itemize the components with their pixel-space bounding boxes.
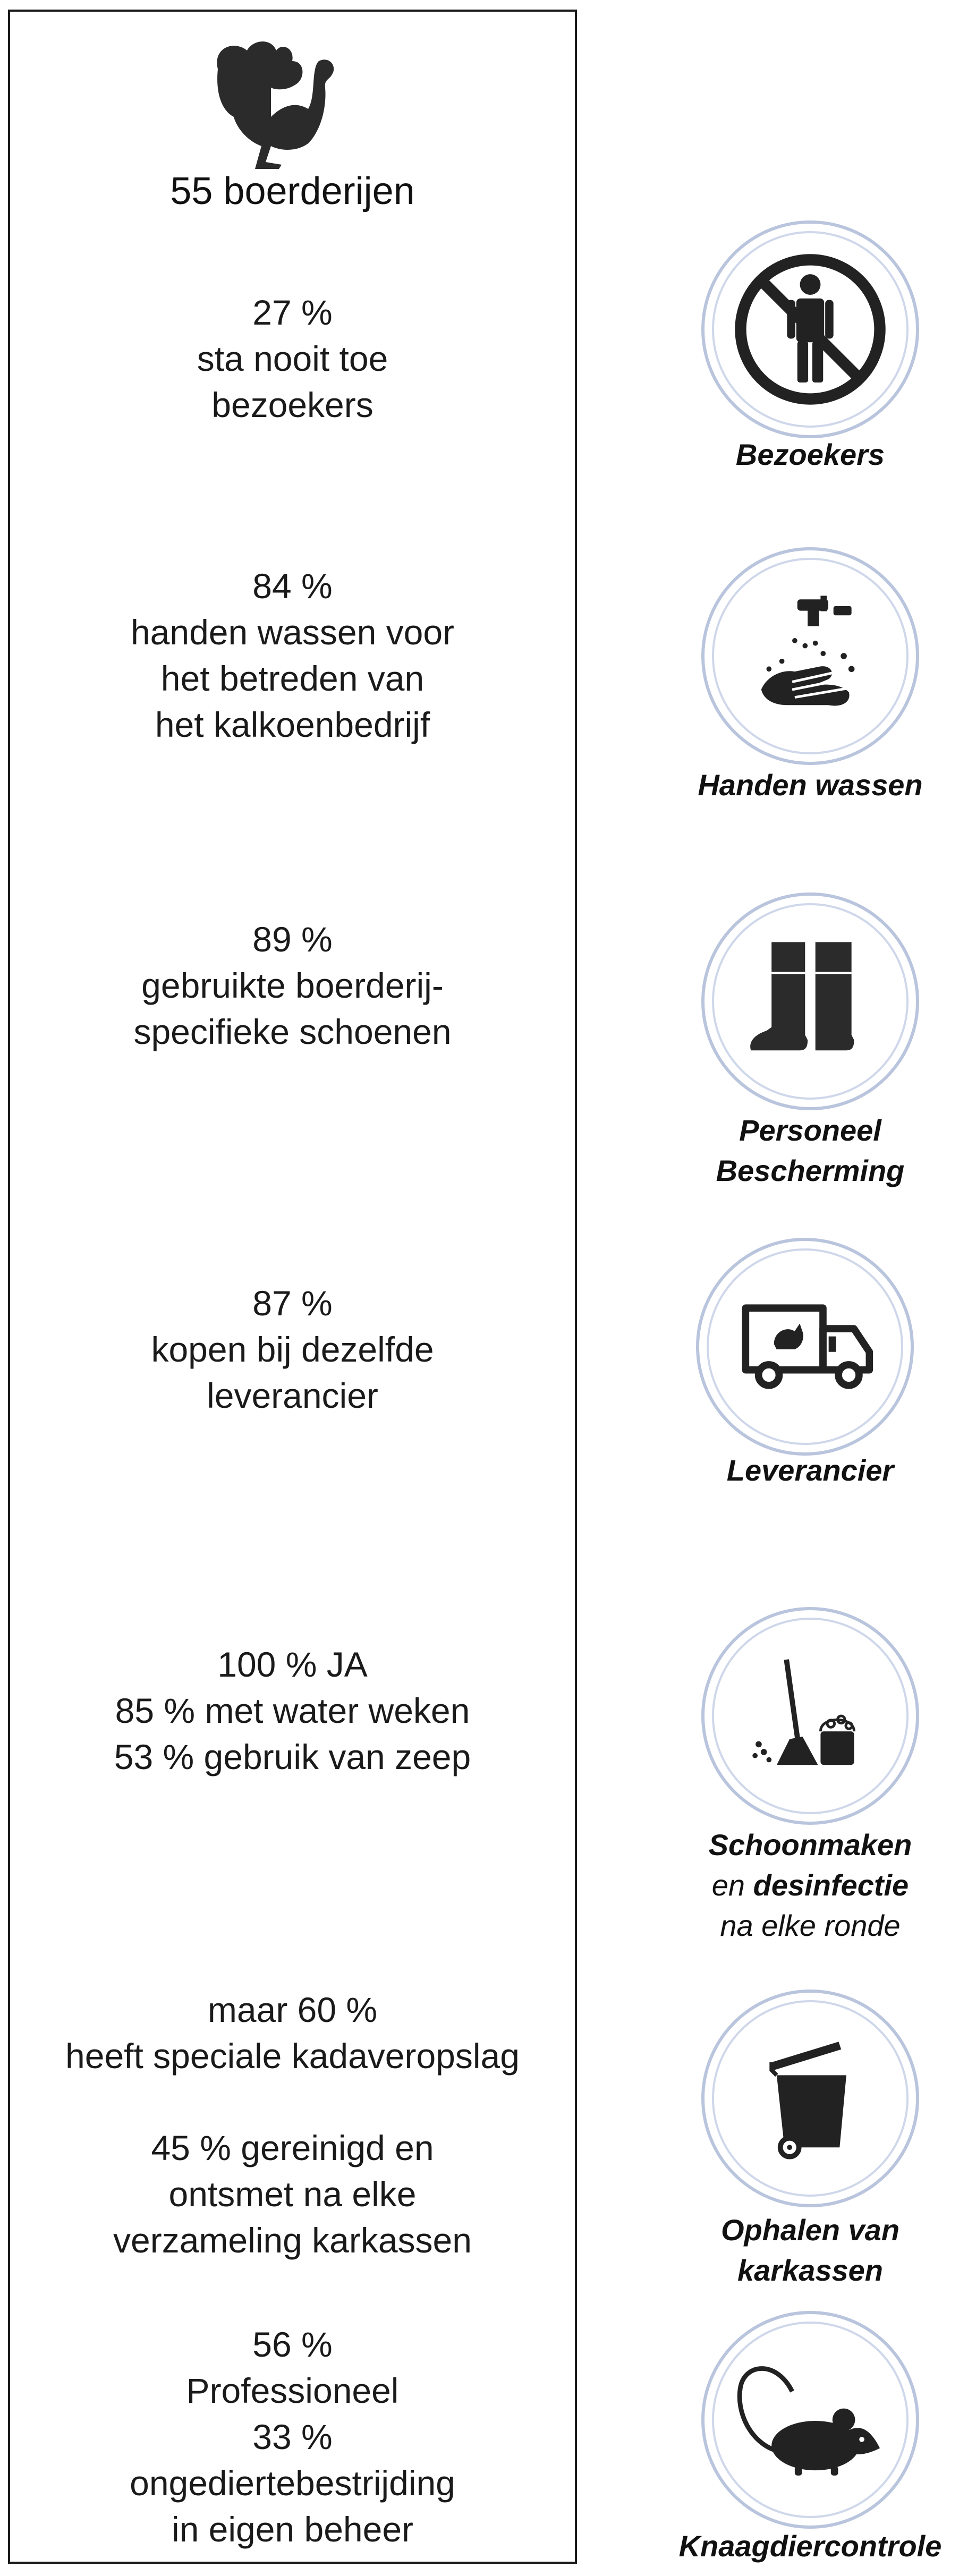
stat-line: 84 % (252, 566, 333, 606)
supplier-caption: Leverancier (726, 1453, 894, 1487)
stat-line: bezoekers (211, 385, 374, 424)
supplier-stat (8, 1280, 577, 1419)
farms-count: 55 boerderijen (170, 170, 415, 212)
stat-line: 85 % met water weken (115, 1691, 470, 1730)
carcass-caption (651, 2210, 970, 2291)
handwash-caption: Handen wassen (698, 768, 923, 802)
stat-line: het kalkoenbedrijf (155, 705, 430, 744)
stat-line: 100 % JA (217, 1645, 368, 1684)
broom-bucket-icon (701, 1607, 919, 1825)
stat-line: verzameling karkassen (113, 2221, 472, 2260)
stat-line: in eigen beheer (171, 2510, 414, 2549)
stat-line: 27 % (252, 293, 333, 332)
stat-line: het betreden van (160, 659, 425, 698)
caption-line: Personeel (739, 1113, 881, 1147)
caption-line (651, 1865, 970, 1906)
stat-line: ongediertebestrijding (130, 2463, 455, 2503)
stat-line: sta nooit toe (197, 339, 388, 378)
caption-fragment: desinfectie (753, 1868, 909, 1902)
stat-line: 56 % (252, 2325, 333, 2364)
stat-line: Professioneel (186, 2371, 399, 2410)
carcass-storage-stat (8, 1987, 577, 2079)
stat-line: 53 % gebruik van zeep (114, 1737, 471, 1776)
shoes-stat (8, 916, 577, 1055)
stat-line: heeft speciale kadaveropslag (65, 2036, 520, 2076)
stat-line: 45 % gereinigd en (151, 2128, 434, 2167)
boots-icon (701, 892, 919, 1110)
stat-line: leverancier (207, 1376, 378, 1415)
stat-line: handen wassen voor (130, 613, 455, 652)
stat-line: maar 60 % (207, 1990, 378, 2029)
stat-line: 87 % (252, 1283, 333, 1323)
visitors-stat (8, 290, 577, 428)
stat-line: ontsmet na elke (168, 2174, 417, 2214)
rodent-caption: Knaagdiercontrole (678, 2529, 942, 2563)
no-visitors-icon (701, 220, 919, 438)
caption-fragment: en (711, 1868, 753, 1902)
turkey-icon (202, 37, 340, 170)
mouse-icon (701, 2311, 919, 2529)
caption-line: Schoonmaken (708, 1828, 912, 1861)
stat-line: gebruikte boerderij- (141, 966, 444, 1005)
caption-line: Ophalen van (720, 2213, 900, 2247)
delivery-truck-icon (696, 1238, 914, 1456)
caption-line: karkassen (737, 2254, 883, 2287)
stat-line: 33 % (252, 2417, 333, 2456)
cleaning-caption (651, 1825, 970, 1946)
caption-line: na elke ronde (720, 1909, 901, 1942)
cleaning-stat (8, 1642, 577, 1780)
handwash-icon (701, 547, 919, 765)
carcass-cleaning-stat (8, 2125, 577, 2264)
protection-caption (651, 1110, 970, 1191)
handwash-stat (8, 563, 577, 748)
wheelie-bin-icon (701, 1990, 919, 2207)
visitors-caption: Bezoekers (735, 438, 885, 471)
stat-line: kopen bij dezelfde (151, 1330, 434, 1369)
stat-line: 89 % (252, 920, 333, 959)
stat-line: specifieke schoenen (133, 1012, 452, 1051)
caption-line: Bescherming (716, 1154, 905, 1187)
rodent-stat (8, 2322, 577, 2553)
